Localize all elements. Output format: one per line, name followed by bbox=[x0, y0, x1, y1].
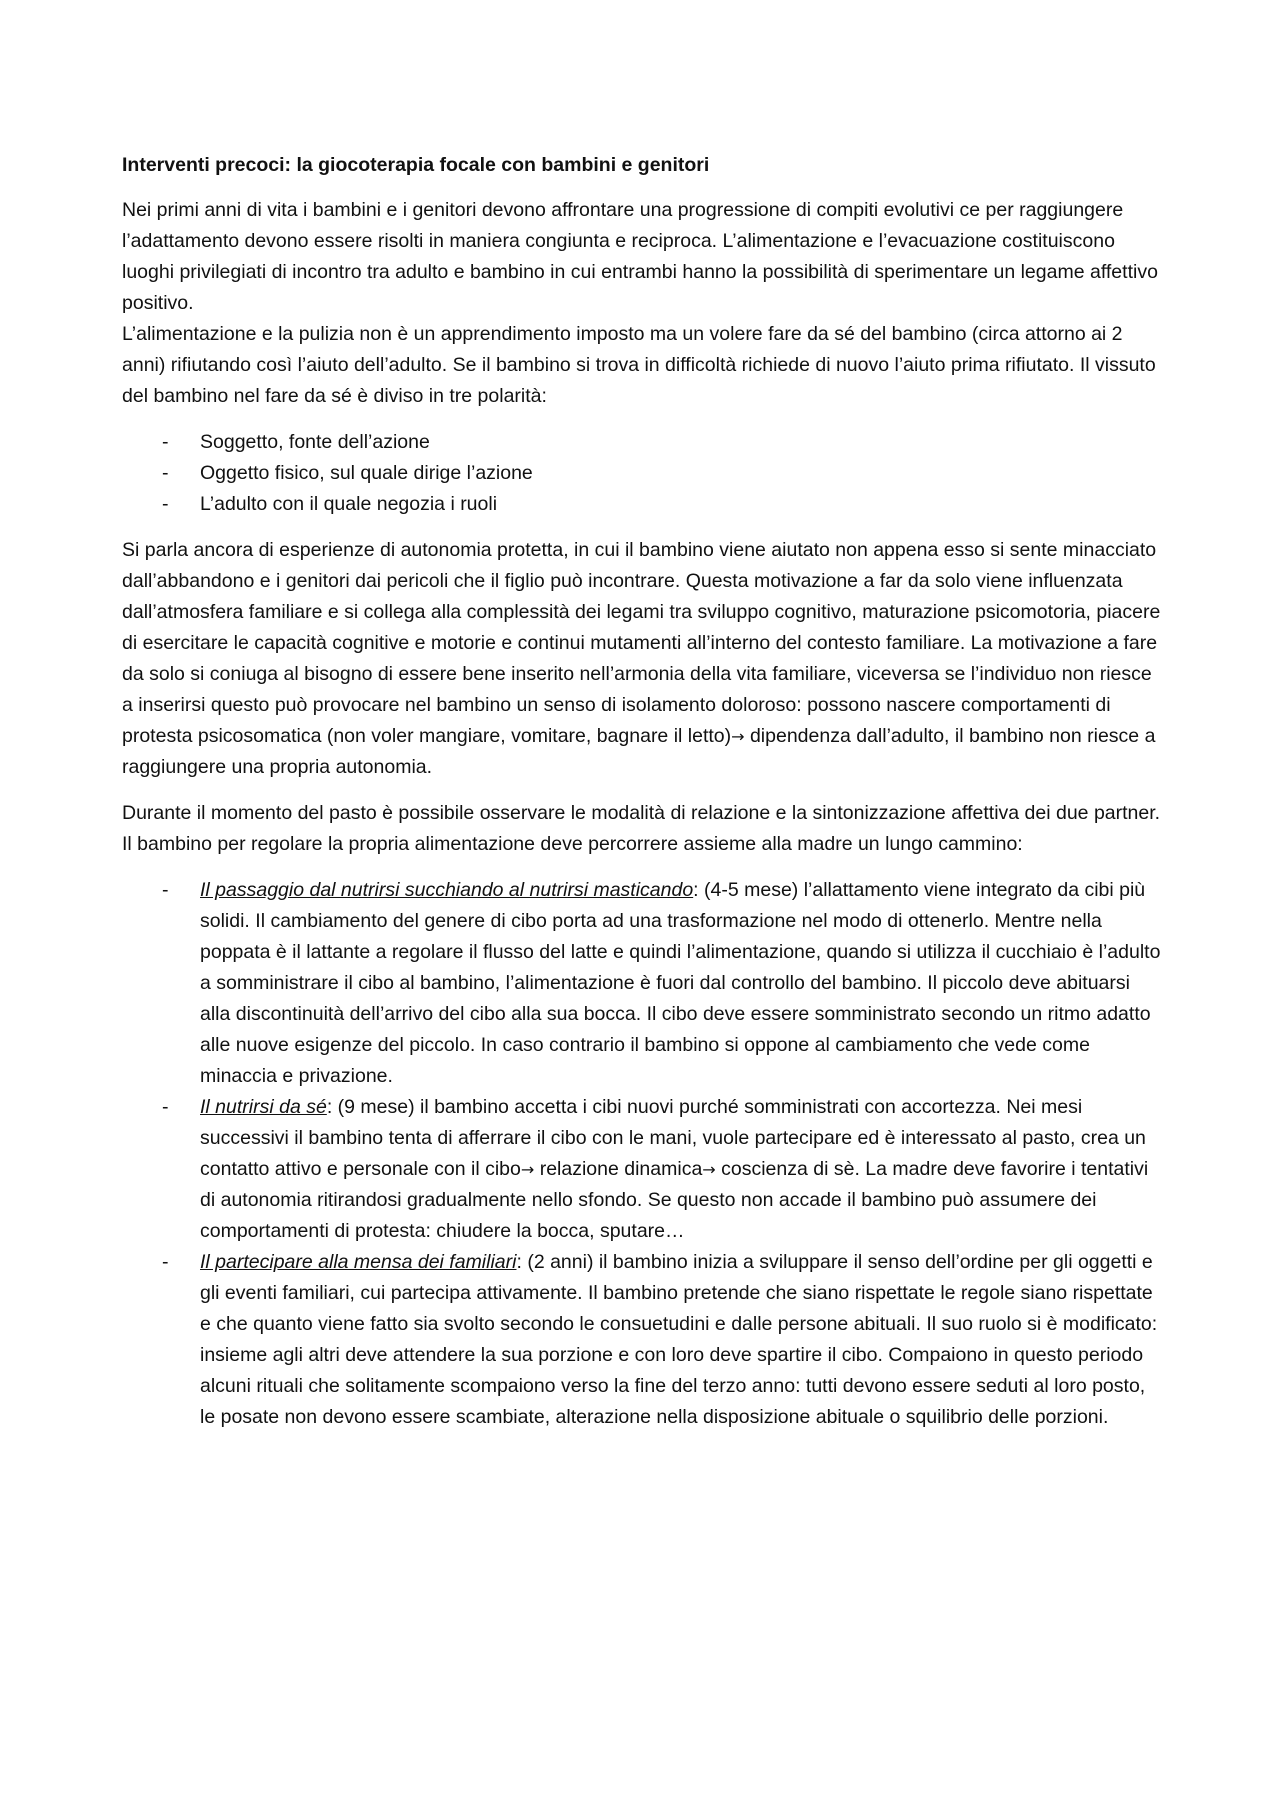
document-title: Interventi precoci: la giocoterapia focale con bambini e genitori bbox=[122, 154, 710, 176]
arrow-icon: → bbox=[702, 1160, 716, 1179]
stage-text: : (2 anni) il bambino inizia a sviluppare il senso dell’ordine per gli oggetti e gli eventi familiari, cui partecipa attivamente. Il bambino pretende che siano rispettate le regole siano rispettate e che quanto viene fatto sia svolto secondo le consuetudini e dalle persone abituali. Il suo ruolo si è modificato: insieme agli altri deve attendere la sua porzione e con loro deve spartire il cibo. Compaiono in questo periodo alcuni rituali che solitamente scompaiono verso la fine del terzo anno: tutti devono essere seduti al loro posto, le posate non devono essere scambiate, alterazione nella disposizione abituale o squilibrio delle porzioni. bbox=[200, 1251, 1158, 1428]
intro-section bbox=[122, 195, 1162, 412]
list-item bbox=[122, 489, 1162, 520]
stage-text: relazione dinamica bbox=[534, 1158, 703, 1180]
intro-paragraph: L’alimentazione e la pulizia non è un apprendimento imposto ma un volere fare da sé del bambino (circa attorno ai 2 anni) rifiutando così l’aiuto dell’adulto. Se il bambino si trova in difficoltà richiede di nuovo l’aiuto prima rifiutato. Il vissuto del bambino nel fare da sé è diviso in tre polarità: bbox=[122, 323, 1156, 407]
dash-bullet: - bbox=[162, 462, 169, 484]
dash-bullet: - bbox=[162, 879, 169, 901]
dash-bullet: - bbox=[162, 493, 169, 515]
stage-term: Il partecipare alla mensa dei familiari bbox=[200, 1251, 517, 1273]
list-item bbox=[122, 1247, 1162, 1433]
stage-list bbox=[122, 875, 1162, 1433]
dash-bullet: - bbox=[162, 431, 169, 453]
arrow-icon: → bbox=[731, 727, 745, 746]
list-item bbox=[122, 1092, 1162, 1247]
stage-text: : (9 mese) il bambino accetta i cibi nuovi purché somministrati con accortezza. Nei mesi successivi il bambino tenta di afferrare il cibo con le mani, vuole partecipare ed è interessato al pasto, crea un contatto attivo e personale con il cibo bbox=[200, 1096, 1146, 1180]
meal-paragraph: Durante il momento del pasto è possibile osservare le modalità di relazione e la sintonizzazione affettiva dei due partner. Il bambino per regolare la propria alimentazione deve percorrere assieme alla madre un lungo cammino: bbox=[122, 802, 1161, 855]
arrow-icon: → bbox=[520, 1160, 535, 1179]
list-item-text: Oggetto fisico, sul quale dirige l’azione bbox=[200, 462, 533, 484]
stage-text: coscienza di sè. La madre deve favorire i tentativi di autonomia ritirandosi gradualmente nello sfondo. Se questo non accade il bambino può assumere dei comportamenti di protesta: chiudere la bocca, sputare… bbox=[200, 1158, 1149, 1242]
dash-bullet: - bbox=[162, 1251, 169, 1273]
paragraph-text: dipendenza dall’adulto, il bambino non riesce a raggiungere una propria autonomia. bbox=[122, 725, 1156, 778]
autonomy-paragraph bbox=[122, 535, 1162, 783]
list-item-text: L’adulto con il quale negozia i ruoli bbox=[200, 493, 498, 515]
list-item-text: Soggetto, fonte dell’azione bbox=[200, 431, 430, 453]
list-item bbox=[122, 875, 1162, 1092]
intro-paragraph: Nei primi anni di vita i bambini e i genitori devono affrontare una progressione di compiti evolutivi ce per raggiungere l’adattamento devono essere risolti in maniera congiunta e reciproca. L’alimentazione e l’evacuazione costituiscono luoghi privilegiati di incontro tra adulto e bambino in cui entrambi hanno la possibilità di sperimentare un legame affettivo positivo. bbox=[122, 199, 1158, 314]
stage-term: Il nutrirsi da sé bbox=[200, 1096, 327, 1118]
polarity-list bbox=[122, 427, 1162, 520]
stage-term: Il passaggio dal nutrirsi succhiando al nutrirsi masticando bbox=[200, 879, 694, 901]
paragraph-text: Si parla ancora di esperienze di autonomia protetta, in cui il bambino viene aiutato non appena esso si sente minacciato dall’abbandono e i genitori dai pericoli che il figlio può incontrare. Questa motivazione a far da solo viene influenzata dall’atmosfera familiare e si collega alla complessità dei legami tra sviluppo cognitivo, maturazione psicomotoria, piacere di esercitare le capacità cognitive e motorie e continui mutamenti all’interno del contesto familiare. La motivazione a fare da solo si coniuga al bisogno di essere bene inserito nell’armonia della vita familiare, viceversa se l’individuo non riesce a inserirsi questo può provocare nel bambino un senso di isolamento doloroso: possono nascere comportamenti di protesta psicosomatica (non voler mangiare, vomitare, bagnare il letto) bbox=[122, 539, 1161, 747]
document-page bbox=[122, 150, 1162, 1448]
list-item bbox=[122, 427, 1162, 458]
dash-bullet: - bbox=[162, 1096, 169, 1118]
list-item bbox=[122, 458, 1162, 489]
stage-text: : (4-5 mese) l’allattamento viene integrato da cibi più solidi. Il cambiamento del genere di cibo porta ad una trasformazione nel modo di ottenerlo. Mentre nella poppata è il lattante a regolare il flusso del latte e quindi l’alimentazione, quando si utilizza il cucchiaio è l’adulto a somministrare il cibo al bambino, l’alimentazione è fuori dal controllo del bambino. Il piccolo deve abituarsi alla discontinuità dell’arrivo del cibo alla sua bocca. Il cibo deve essere somministrato secondo un ritmo adatto alle nuove esigenze del piccolo. In caso contrario il bambino si oppone al cambiamento che vede come minaccia e privazione. bbox=[200, 879, 1161, 1087]
